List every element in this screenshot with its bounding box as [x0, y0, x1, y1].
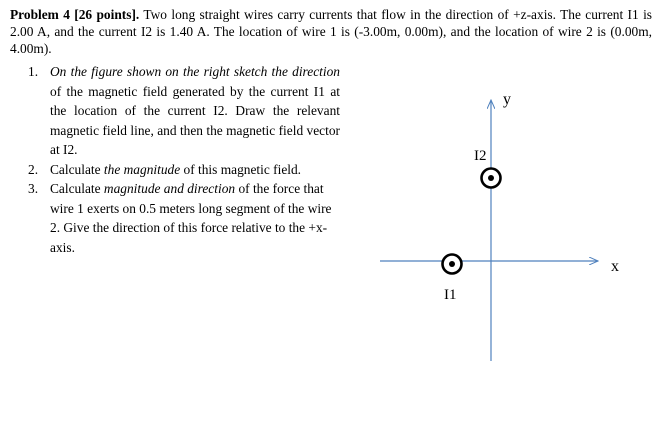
wire-2-label: I2: [474, 148, 487, 164]
question-emphasis: magnitude and direction: [103, 181, 236, 196]
question-part: of the magnetic field generated by the current I1 at the location of the current I2. Draw the relevant magnetic field line, and then the magnetic field vector at I2.: [50, 83, 340, 157]
question-part: Calculate: [50, 161, 104, 177]
y-axis-label: y: [503, 91, 511, 108]
problem-text: Two long straight wires carry currents that flow in the direction of +z-axis. The current I1 is 2.00 A, and the current I2 is 1.40 A. The location of wire 1 is (-3.00m, 0.00m), and the location of wire 2 is (0.00m, 4.00m).: [10, 7, 652, 56]
question-number: 3.: [28, 181, 39, 196]
question-number: 1.: [28, 64, 39, 79]
question-part: On the figure shown on the right sketch: [50, 64, 272, 79]
question-part: of this magnetic field.: [180, 161, 302, 177]
wire-1-label: I1: [444, 287, 457, 303]
question-part: Calculate: [50, 181, 104, 196]
question-number: 2.: [28, 161, 39, 177]
question-part: of the force that wire 1 exerts on 0.5 meters long segment of the wire 2. Give the direction of this force relative to the +x-axis.: [50, 181, 332, 255]
question-emphasis: the direction: [271, 64, 340, 79]
wire-2-out-of-page-icon: [482, 169, 501, 188]
wire-1-out-of-page-icon: [443, 255, 462, 274]
x-axis-label: x: [611, 258, 619, 275]
problem-heading: Problem 4 [26 points].: [10, 7, 140, 22]
question-emphasis: the magnitude: [103, 161, 181, 177]
